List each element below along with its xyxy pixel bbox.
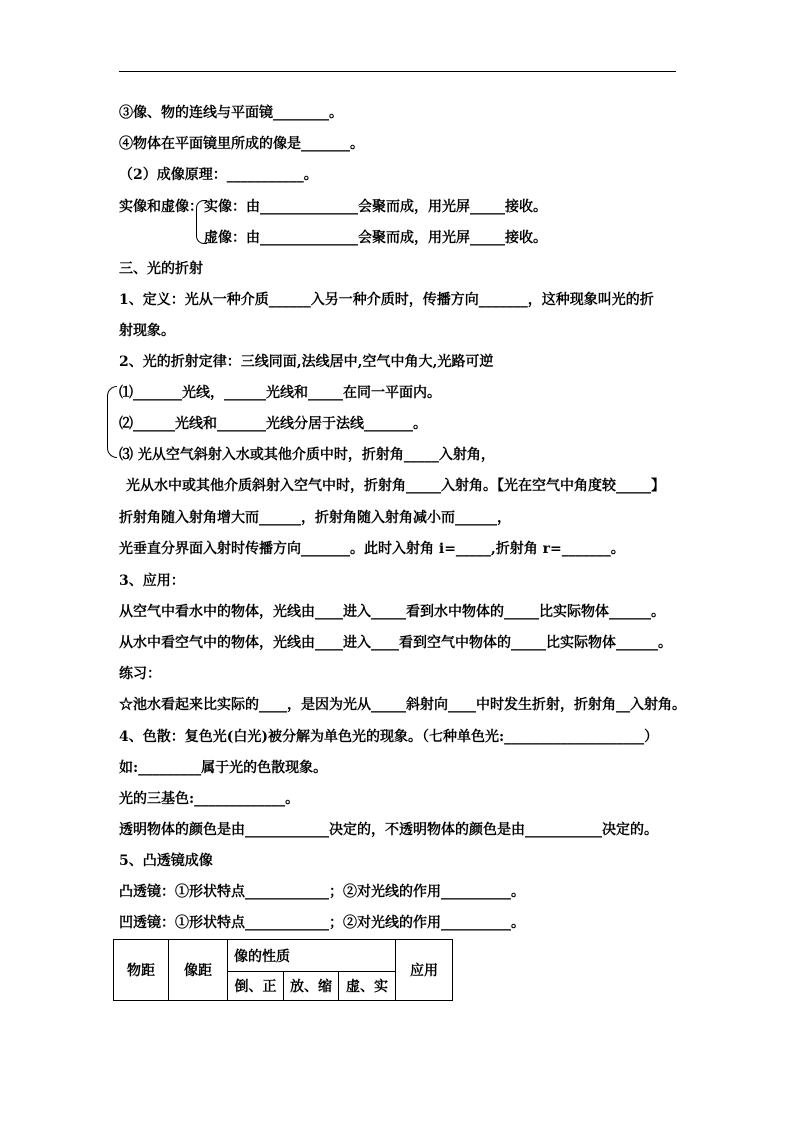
subheader-orientation: 倒、正 bbox=[228, 972, 284, 1001]
text-line: 凹透镜：①形状特点____________；②对光线的作用__________。 bbox=[119, 915, 525, 931]
header-image-distance: 像距 bbox=[169, 940, 228, 1001]
subheader-size: 放、缩 bbox=[284, 972, 339, 1001]
text-line: 虚像：由______________会聚而成，用光屏_____接收。 bbox=[204, 230, 547, 246]
text-line: 光的三基色:_____________。 bbox=[119, 791, 300, 807]
text-line: 射现象。 bbox=[119, 323, 175, 339]
text-line: ④物体在平面镜里所成的像是_______。 bbox=[119, 136, 364, 152]
text-line: ⑴_______光线，______光线和_____在同一平面内。 bbox=[119, 385, 441, 401]
left-brace bbox=[107, 386, 117, 458]
text-line: 从水中看空气中的物体，光线由____进入____看到空气中物体的_____比实际物体______。 bbox=[119, 635, 672, 651]
text-line: 光垂直分界面入射时传播方向_______。此时入射角 i=_____,折射角 r=_______。 bbox=[119, 541, 625, 557]
text-line: 4、色散：复色光(白光)被分解为单色光的现象。（七种单色光:____________________） bbox=[119, 729, 659, 745]
header-rule bbox=[119, 71, 676, 72]
text-line: 实像：由______________会聚而成，用光屏_____接收。 bbox=[204, 199, 547, 215]
text-line: ⑵______光线和_______光线分居于法线_______。 bbox=[119, 416, 427, 432]
section-heading: 三、光的折射 bbox=[119, 261, 203, 277]
subheader-real-virtual: 虚、实 bbox=[339, 972, 396, 1001]
text-line: 光从水中或其他介质斜射入空气中时，折射角_____入射角。【光在空气中角度较_____】 bbox=[126, 478, 665, 494]
section-heading: 5、凸透镜成像 bbox=[119, 853, 213, 869]
text-line: （2）成像原理：___________。 bbox=[119, 167, 318, 183]
text-line: 1、定义：光从一种介质______入另一种介质时，传播方向_______，这种现象叫光的折 bbox=[119, 292, 654, 308]
text-line: ⑶ 光从空气斜射入水或其他介质中时，折射角_____入射角， bbox=[119, 447, 495, 463]
header-application: 应用 bbox=[396, 940, 453, 1001]
header-object-distance: 物距 bbox=[114, 940, 169, 1001]
text-line: ☆池水看起来比实际的____，是因为光从_____斜射向____中时发生折射，折射角__入射角。 bbox=[119, 697, 686, 713]
text-line: 透明物体的颜色是由____________决定的，不透明物体的颜色是由___________决定的。 bbox=[119, 822, 658, 838]
text-line: 实像和虚像： bbox=[119, 199, 203, 215]
text-line: ③像、物的连线与平面镜________。 bbox=[119, 105, 343, 121]
lens-imaging-table bbox=[113, 939, 453, 1001]
text-line: 从空气中看水中的物体，光线由____进入_____看到水中物体的_____比实际物体______。 bbox=[119, 604, 665, 620]
text-line: 凸透镜：①形状特点____________；②对光线的作用__________。 bbox=[119, 884, 525, 900]
text-line: 如:_________属于光的色散现象。 bbox=[119, 760, 328, 776]
text-line: 练习： bbox=[119, 666, 161, 682]
header-image-nature: 像的性质 bbox=[228, 940, 396, 972]
text-line: 折射角随入射角增大而______，折射角随入射角减小而______， bbox=[119, 510, 511, 526]
text-line: 2、光的折射定律：三线同面,法线居中,空气中角大,光路可逆 bbox=[119, 354, 494, 370]
text-line: 3、应用： bbox=[119, 573, 185, 589]
